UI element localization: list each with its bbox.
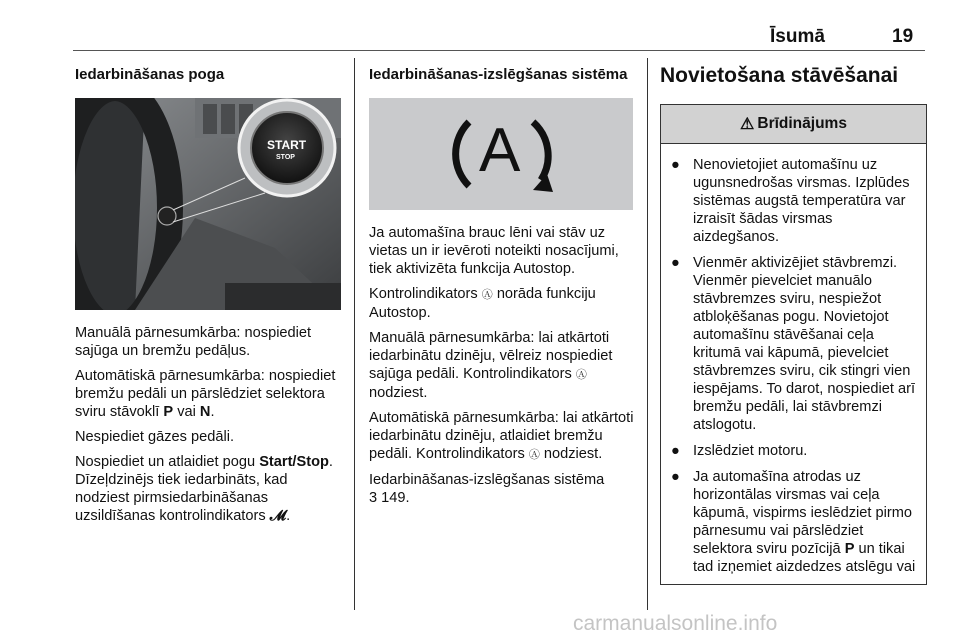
dashboard-photo bbox=[75, 98, 341, 310]
bullet-icon: ● bbox=[671, 255, 680, 271]
autostop-indicator-illustration bbox=[369, 98, 633, 210]
column-start-button bbox=[75, 58, 343, 532]
section-heading-start-button: Iedarbināšanas poga bbox=[75, 66, 225, 83]
paragraph-press-button: Nospiediet un atlaidiet pogu Start/Stop. Dīzeļdzinējs tiek iedarbināts, kad nodziest pirmsiedarbināšanas uzsildīšanas kontrolindikators 𝓜. bbox=[75, 454, 333, 524]
list-item: ● Vienmēr aktivizējiet stāvbremzi. Vienmēr pievelciet manuālo stāvbremzes sviru, nespiežot atbloķēšanas pogu. Novietojot automašīnu stāvēšanai ceļa kritumā vai kāpumā, pievelciet stāvbremzes sviru, cik stingri vien iespējams. To darot, nospiediet arī bremžu pedāli, lai stāvbremzi atslogotu. bbox=[671, 255, 916, 433]
stop-label: STOP bbox=[276, 154, 295, 161]
start-button-illustration bbox=[75, 98, 341, 310]
bullet-icon: ● bbox=[671, 157, 680, 173]
autostop-indicator-icon: Ⓐ bbox=[528, 449, 540, 461]
autostop-indicator-icon: Ⓐ bbox=[575, 369, 587, 381]
section-heading-parking: Novietošana stāvēšanai bbox=[660, 64, 899, 87]
header-title: Īsumā bbox=[770, 26, 825, 47]
page-number: 19 bbox=[892, 26, 914, 47]
list-item: ● Ja automašīna atrodas uz horizontālas virsmas vai ceļa kāpumā, vispirms ieslēdziet pirmo pārnesumu vai pārslēdziet selektora sviru pozīcijā P un tikai tad izņemiet aizdedzes atslēgu vai bbox=[671, 469, 916, 575]
warning-box bbox=[660, 104, 927, 585]
glow-plug-icon: 𝓜 bbox=[269, 508, 287, 524]
column-stop-start-system bbox=[369, 58, 634, 514]
bullet-icon: ● bbox=[671, 443, 680, 459]
paragraph-manual-restart: Manuālā pārnesumkārba: lai atkārtoti iedarbinātu dzinēju, vēlreiz nospiediet sajūga pedāli. Kontrolindikators Ⓐ nodziest. bbox=[369, 330, 613, 401]
column-divider bbox=[354, 58, 355, 610]
warning-header bbox=[661, 105, 926, 144]
bullet-icon: ● bbox=[671, 469, 680, 485]
column-parking bbox=[660, 58, 925, 585]
paragraph-automatic-restart: Automātiskā pārnesumkārba: lai atkārtoti iedarbinātu dzinēju, atlaidiet bremžu pedāli. Kontrolindikators Ⓐ nodziest. bbox=[369, 410, 634, 462]
header-rule bbox=[73, 50, 925, 51]
autostop-letter: A bbox=[479, 116, 521, 185]
autostop-indicator-icon: Ⓐ bbox=[481, 289, 493, 301]
page-reference-link[interactable]: 3 149. bbox=[369, 490, 410, 506]
column-divider bbox=[647, 58, 648, 610]
paragraph-indicator-on: Kontrolindikators Ⓐ norāda funkciju Autostop. bbox=[369, 286, 596, 321]
watermark: carmanualsonline.info bbox=[573, 612, 778, 635]
paragraph-autostop-activation: Ja automašīna brauc lēni vai stāv uz vietas un ir ievēroti noteikti nosacījumi, tiek aktivizēta funkcija Autostop. bbox=[369, 225, 619, 277]
paragraph-automatic-gearbox: Automātiskā pārnesumkārba: nospiediet bremžu pedāli un pārslēdziet selektora sviru stāvoklī P vai N. bbox=[75, 368, 336, 420]
paragraph-manual-gearbox: Manuālā pārnesumkārba: nospiediet sajūga un bremžu pedāļus. bbox=[75, 325, 312, 359]
paragraph-reference: Iedarbināšanas-izslēgšanas sistēma 3 149. bbox=[369, 472, 605, 506]
start-label: START bbox=[267, 138, 307, 152]
warning-icon: ⚠ bbox=[740, 116, 755, 133]
section-heading-stop-start: Iedarbināšanas-izslēgšanas sistēma bbox=[369, 66, 628, 83]
list-item: ● Izslēdziet motoru. bbox=[671, 443, 808, 459]
warning-body bbox=[661, 144, 926, 576]
paragraph-no-accelerator: Nespiediet gāzes pedāli. bbox=[75, 429, 235, 445]
list-item: ● Nenovietojiet automašīnu uz ugunsnedrošas virsmas. Izplūdes sistēmas augstā temperatūra var izraisīt šādas virsmas aizdegšanos. bbox=[671, 157, 910, 245]
warning-title: Brīdinājums bbox=[757, 115, 847, 132]
